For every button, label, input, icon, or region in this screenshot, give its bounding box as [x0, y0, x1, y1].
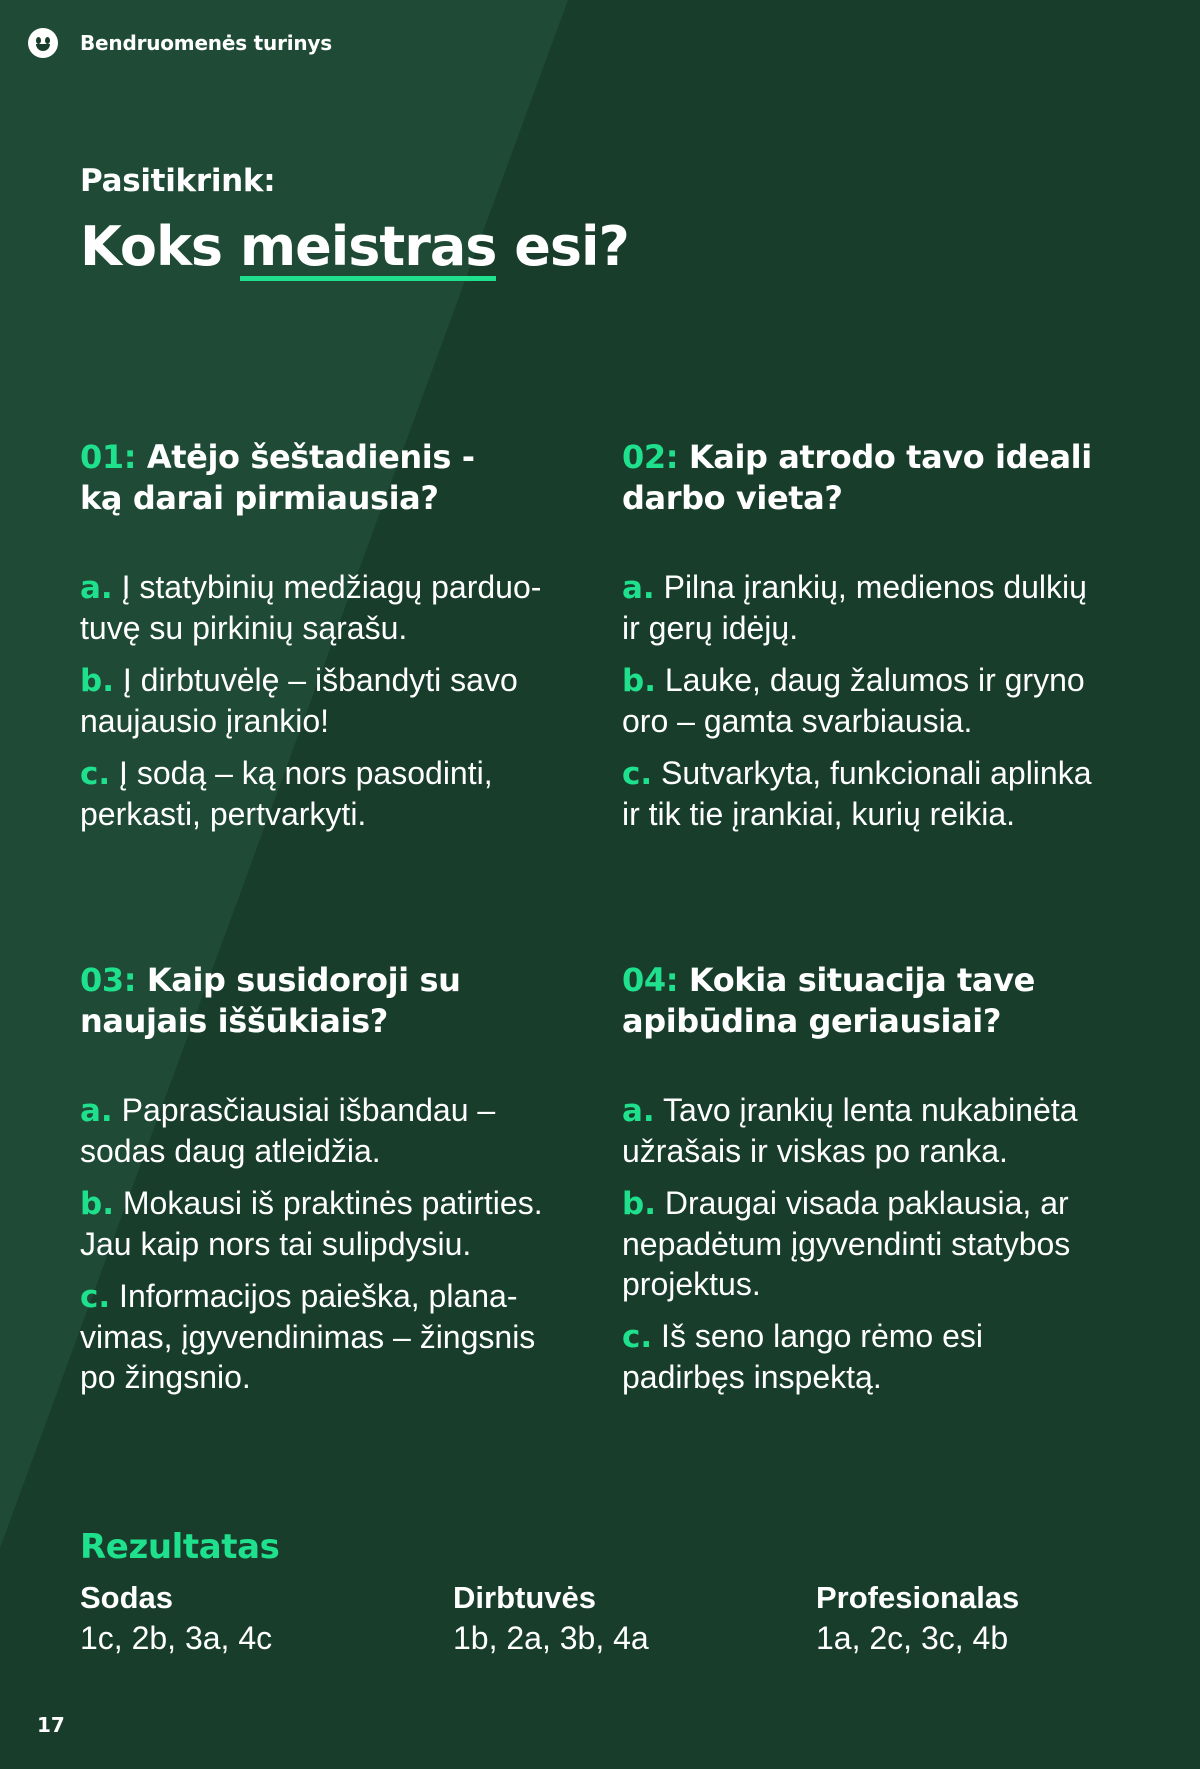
page-number: 17: [37, 1713, 65, 1737]
question-text: Kaip susidoroji su naujais iššūkiais?: [80, 961, 461, 1040]
option-text: Informacijos paieška, plana- vimas, įgyvendinimas – žingsnis po žingsnio.: [80, 1278, 536, 1395]
question-text: Atėjo šeštadienis - ką darai pirmiausia?: [80, 438, 475, 517]
option-text: Lauke, daug žalumos ir gryno oro – gamta svarbiausia.: [622, 662, 1085, 739]
question-number: 02:: [622, 438, 679, 476]
page-header: [28, 28, 332, 58]
result-name: Sodas: [80, 1580, 174, 1615]
option-letter: a.: [80, 1093, 113, 1129]
smiley-face-icon: [28, 28, 58, 58]
answer-option: [80, 1183, 600, 1264]
option-text: Mokausi iš praktinės patirties. Jau kaip nors tai sulipdysiu.: [80, 1185, 543, 1262]
question-heading: [80, 960, 600, 1042]
answer-option: [622, 567, 1142, 648]
question-number: 04:: [622, 961, 679, 999]
result-column-dirbtuves: [453, 1578, 649, 1658]
question-3: [80, 960, 600, 1409]
question-heading: [80, 437, 600, 519]
option-text: Į dirbtuvėlę – išbandyti savo naujausio įrankio!: [80, 662, 518, 739]
result-column-sodas: [80, 1578, 272, 1658]
question-2: [622, 437, 1142, 846]
result-answers: 1a, 2c, 3c, 4b: [816, 1620, 1009, 1656]
result-answers: 1c, 2b, 3a, 4c: [80, 1620, 273, 1656]
quiz-subtitle: Pasitikrink:: [80, 163, 276, 199]
result-name: Profesionalas: [816, 1580, 1020, 1615]
question-text: Kokia situacija tave apibūdina geriausiai?: [622, 961, 1035, 1040]
option-letter: b.: [622, 663, 656, 699]
option-text: Pilna įrankių, medienos dulkių ir gerų idėjų.: [622, 569, 1087, 646]
option-letter: c.: [80, 1279, 111, 1315]
answer-option: [622, 1183, 1142, 1304]
question-heading: [622, 960, 1142, 1042]
answer-option: [622, 753, 1142, 834]
option-letter: b.: [80, 663, 114, 699]
option-letter: a.: [80, 570, 113, 606]
title-highlight: meistras: [240, 220, 497, 281]
answer-option: [80, 753, 600, 834]
option-letter: b.: [80, 1186, 114, 1222]
answer-option: [80, 1090, 600, 1171]
option-letter: a.: [622, 1093, 655, 1129]
question-1: [80, 437, 600, 846]
answer-option: [622, 660, 1142, 741]
option-letter: c.: [622, 1319, 653, 1355]
answer-option: [622, 1316, 1142, 1397]
quiz-title: [80, 215, 629, 281]
title-part-after: esi?: [496, 215, 629, 278]
result-name: Dirbtuvės: [453, 1580, 596, 1615]
result-answers: 1b, 2a, 3b, 4a: [453, 1620, 649, 1656]
question-heading: [622, 437, 1142, 519]
question-4: [622, 960, 1142, 1409]
option-text: Į statybinių medžiagų parduo- tuvę su pirkinių sąrašu.: [80, 569, 542, 646]
option-text: Į sodą – ką nors pasodinti, perkasti, pertvarkyti.: [80, 755, 493, 832]
answer-option: [622, 1090, 1142, 1171]
result-column-profesionalas: [816, 1578, 1019, 1658]
section-label: Bendruomenės turinys: [80, 31, 332, 55]
question-number: 03:: [80, 961, 137, 999]
option-letter: c.: [80, 756, 111, 792]
option-text: Sutvarkyta, funkcionali aplinka ir tik tie įrankiai, kurių reikia.: [622, 755, 1092, 832]
answer-option: [80, 1276, 600, 1397]
option-text: Iš seno lango rėmo esi padirbęs inspektą.: [622, 1318, 983, 1395]
option-letter: c.: [622, 756, 653, 792]
answer-option: [80, 660, 600, 741]
answer-option: [80, 567, 600, 648]
title-part-before: Koks: [80, 215, 240, 278]
results-title: Rezultatas: [80, 1527, 280, 1567]
question-number: 01:: [80, 438, 137, 476]
option-text: Draugai visada paklausia, ar nepadėtum įgyvendinti statybos projektus.: [622, 1185, 1071, 1302]
option-letter: b.: [622, 1186, 656, 1222]
question-text: Kaip atrodo tavo ideali darbo vieta?: [622, 438, 1092, 517]
option-text: Paprasčiausiai išbandau – sodas daug atleidžia.: [80, 1092, 496, 1169]
option-text: Tavo įrankių lenta nukabinėta užrašais ir viskas po ranka.: [622, 1092, 1078, 1169]
option-letter: a.: [622, 570, 655, 606]
